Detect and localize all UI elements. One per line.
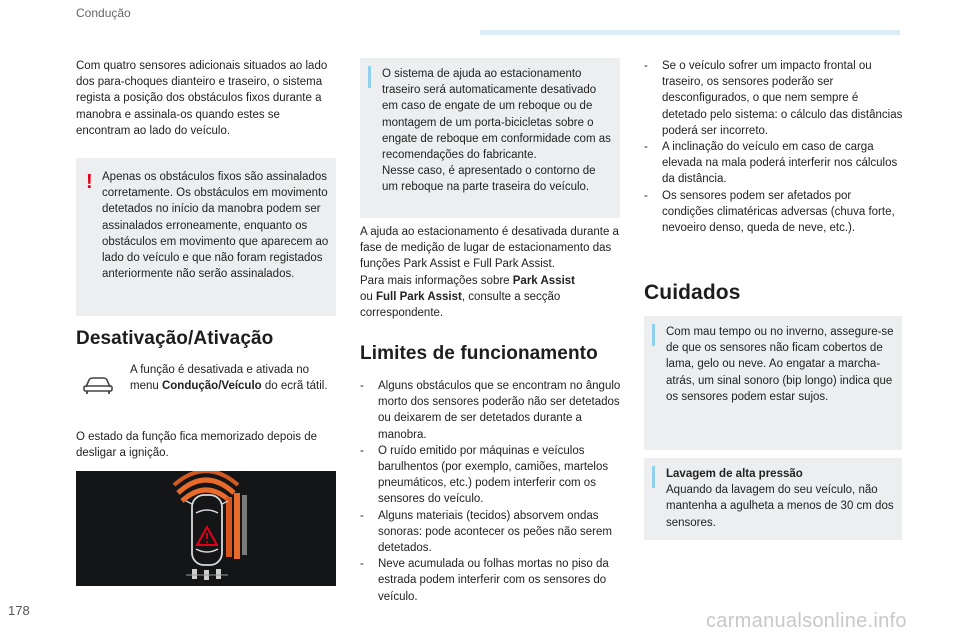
wash-box [644,458,902,540]
park-assist-bold2: Full Park Assist [376,290,462,303]
wash-body: Aquando da lavagem do seu veículo, não mantenha a agulheta a menos de 30 cm dos sensores. [666,484,894,529]
list-item: - A inclinação do veículo em caso de carga elevada na mala poderá interferir nos cálculos da distância. [644,139,906,188]
park-assist-p2-suffix: , consulte a secção correspondente. [360,290,561,320]
info-box-text [382,66,614,196]
warning-box [76,158,336,316]
list-item: - Os sensores podem ser afetados por condições climatéricas adversas (chuva forte, nevoeiro denso, queda de neve, etc.). [644,188,906,237]
limits-list [360,378,624,605]
list-item: - Neve acumulada ou folhas mortas no piso da estrada podem interferir com os sensores do veículo. [360,556,624,605]
section-title: Condução [76,6,131,20]
info-box-line2: Nesse caso, é apresentado o contorno de um reboque na parte traseira do veículo. [382,165,596,194]
activation-sep: / [218,380,222,393]
care-box [644,316,902,450]
watermark: carmanualsonline.info [706,610,907,632]
parking-sensor-display [76,471,336,586]
park-assist-p2-prefix: Para mais informações sobre [360,274,513,287]
exclamation-icon: ! [86,171,93,193]
wash-title: Lavagem de alta pressão [666,468,803,480]
intro-paragraph: Com quatro sensores adicionais situados ao lado dos para-choques dianteiro e traseiro, o sistema regista a posição dos obstáculos fixos durante a manobra e assinala-os quando estes se encontram ao lado do veículo. [76,60,328,137]
park-assist-bold1: Park Assist [512,274,575,287]
heading-limits: Limites de funcionamento [360,343,598,364]
info-bar [368,66,371,88]
activation-menu-2: Veículo [221,380,262,393]
activation-menu-1: Condução [161,380,219,393]
care-text: Com mau tempo ou no inverno, assegure-se de que os sensores não ficam cobertos de lama, gelo ou neve. Ao engatar a marcha-atrás, um sinal sonoro (bip longo) indica que os sensores podem estar sujos. [666,326,894,403]
park-assist-paragraph [360,224,622,321]
wash-text [666,466,898,531]
memorized-paragraph: O estado da função fica memorizado depois de desligar a ignição. [76,431,318,460]
info-bar [652,466,655,488]
car-icon [82,372,114,396]
heading-deactivation: Desativação/Ativação [76,328,274,349]
warning-triangle-icon [197,527,217,545]
limits-list-continued [644,58,906,236]
info-box-trailer [360,58,620,218]
activation-text [130,362,335,394]
info-bar [652,324,655,346]
list-item: - O ruído emitido por máquinas e veículos barulhentos (por exemplo, camiões, martelos pneumáticos, etc.) podem interferir com os sensores do veículo. [360,443,624,508]
activation-suffix: do ecrã tátil. [261,380,328,393]
heading-care: Cuidados [644,281,741,304]
warning-text: Apenas os obstáculos fixos são assinalados corretamente. Os obstáculos em movimento detetados no início da manobra podem ser assinalados erroneamente, enquanto os obstáculos em movimento que aparecem ao lado do veículo e que não foram registados anteriormente não serão assinalados. [102,171,329,281]
list-item: - Alguns materiais (tecidos) absorvem ondas sonoras: pode acontecer os peões não serem detetados. [360,508,624,557]
list-item: - Alguns obstáculos que se encontram no ângulo morto dos sensores poderão não ser detetados ou deixarem de ser detetados durante a manobra. [360,378,624,443]
park-assist-p2-mid: ou [360,290,376,303]
info-box-line1: O sistema de ajuda ao estacionamento traseiro será automaticamente desativado em caso de engate de um reboque ou de montagem de um porta-bicicletas sobre o engate de reboque em conformidade com as recomendações do fabricante. [382,68,611,162]
header-accent-bar [480,30,900,35]
list-item: - Se o veículo sofrer um impacto frontal ou traseiro, os sensores poderão ser desconfigurados, o que nem sempre é detetado pelo sistema: o cálculo das distâncias poderá ser incorreto. [644,58,906,139]
page-number: 178 [8,603,30,618]
activation-prefix: A função é desativada e ativada no menu [130,364,310,393]
park-assist-p1: A ajuda ao estacionamento é desativada durante a fase de medição de lugar de estacionamento das funções Park Assist e Full Park Assist. [360,226,619,271]
